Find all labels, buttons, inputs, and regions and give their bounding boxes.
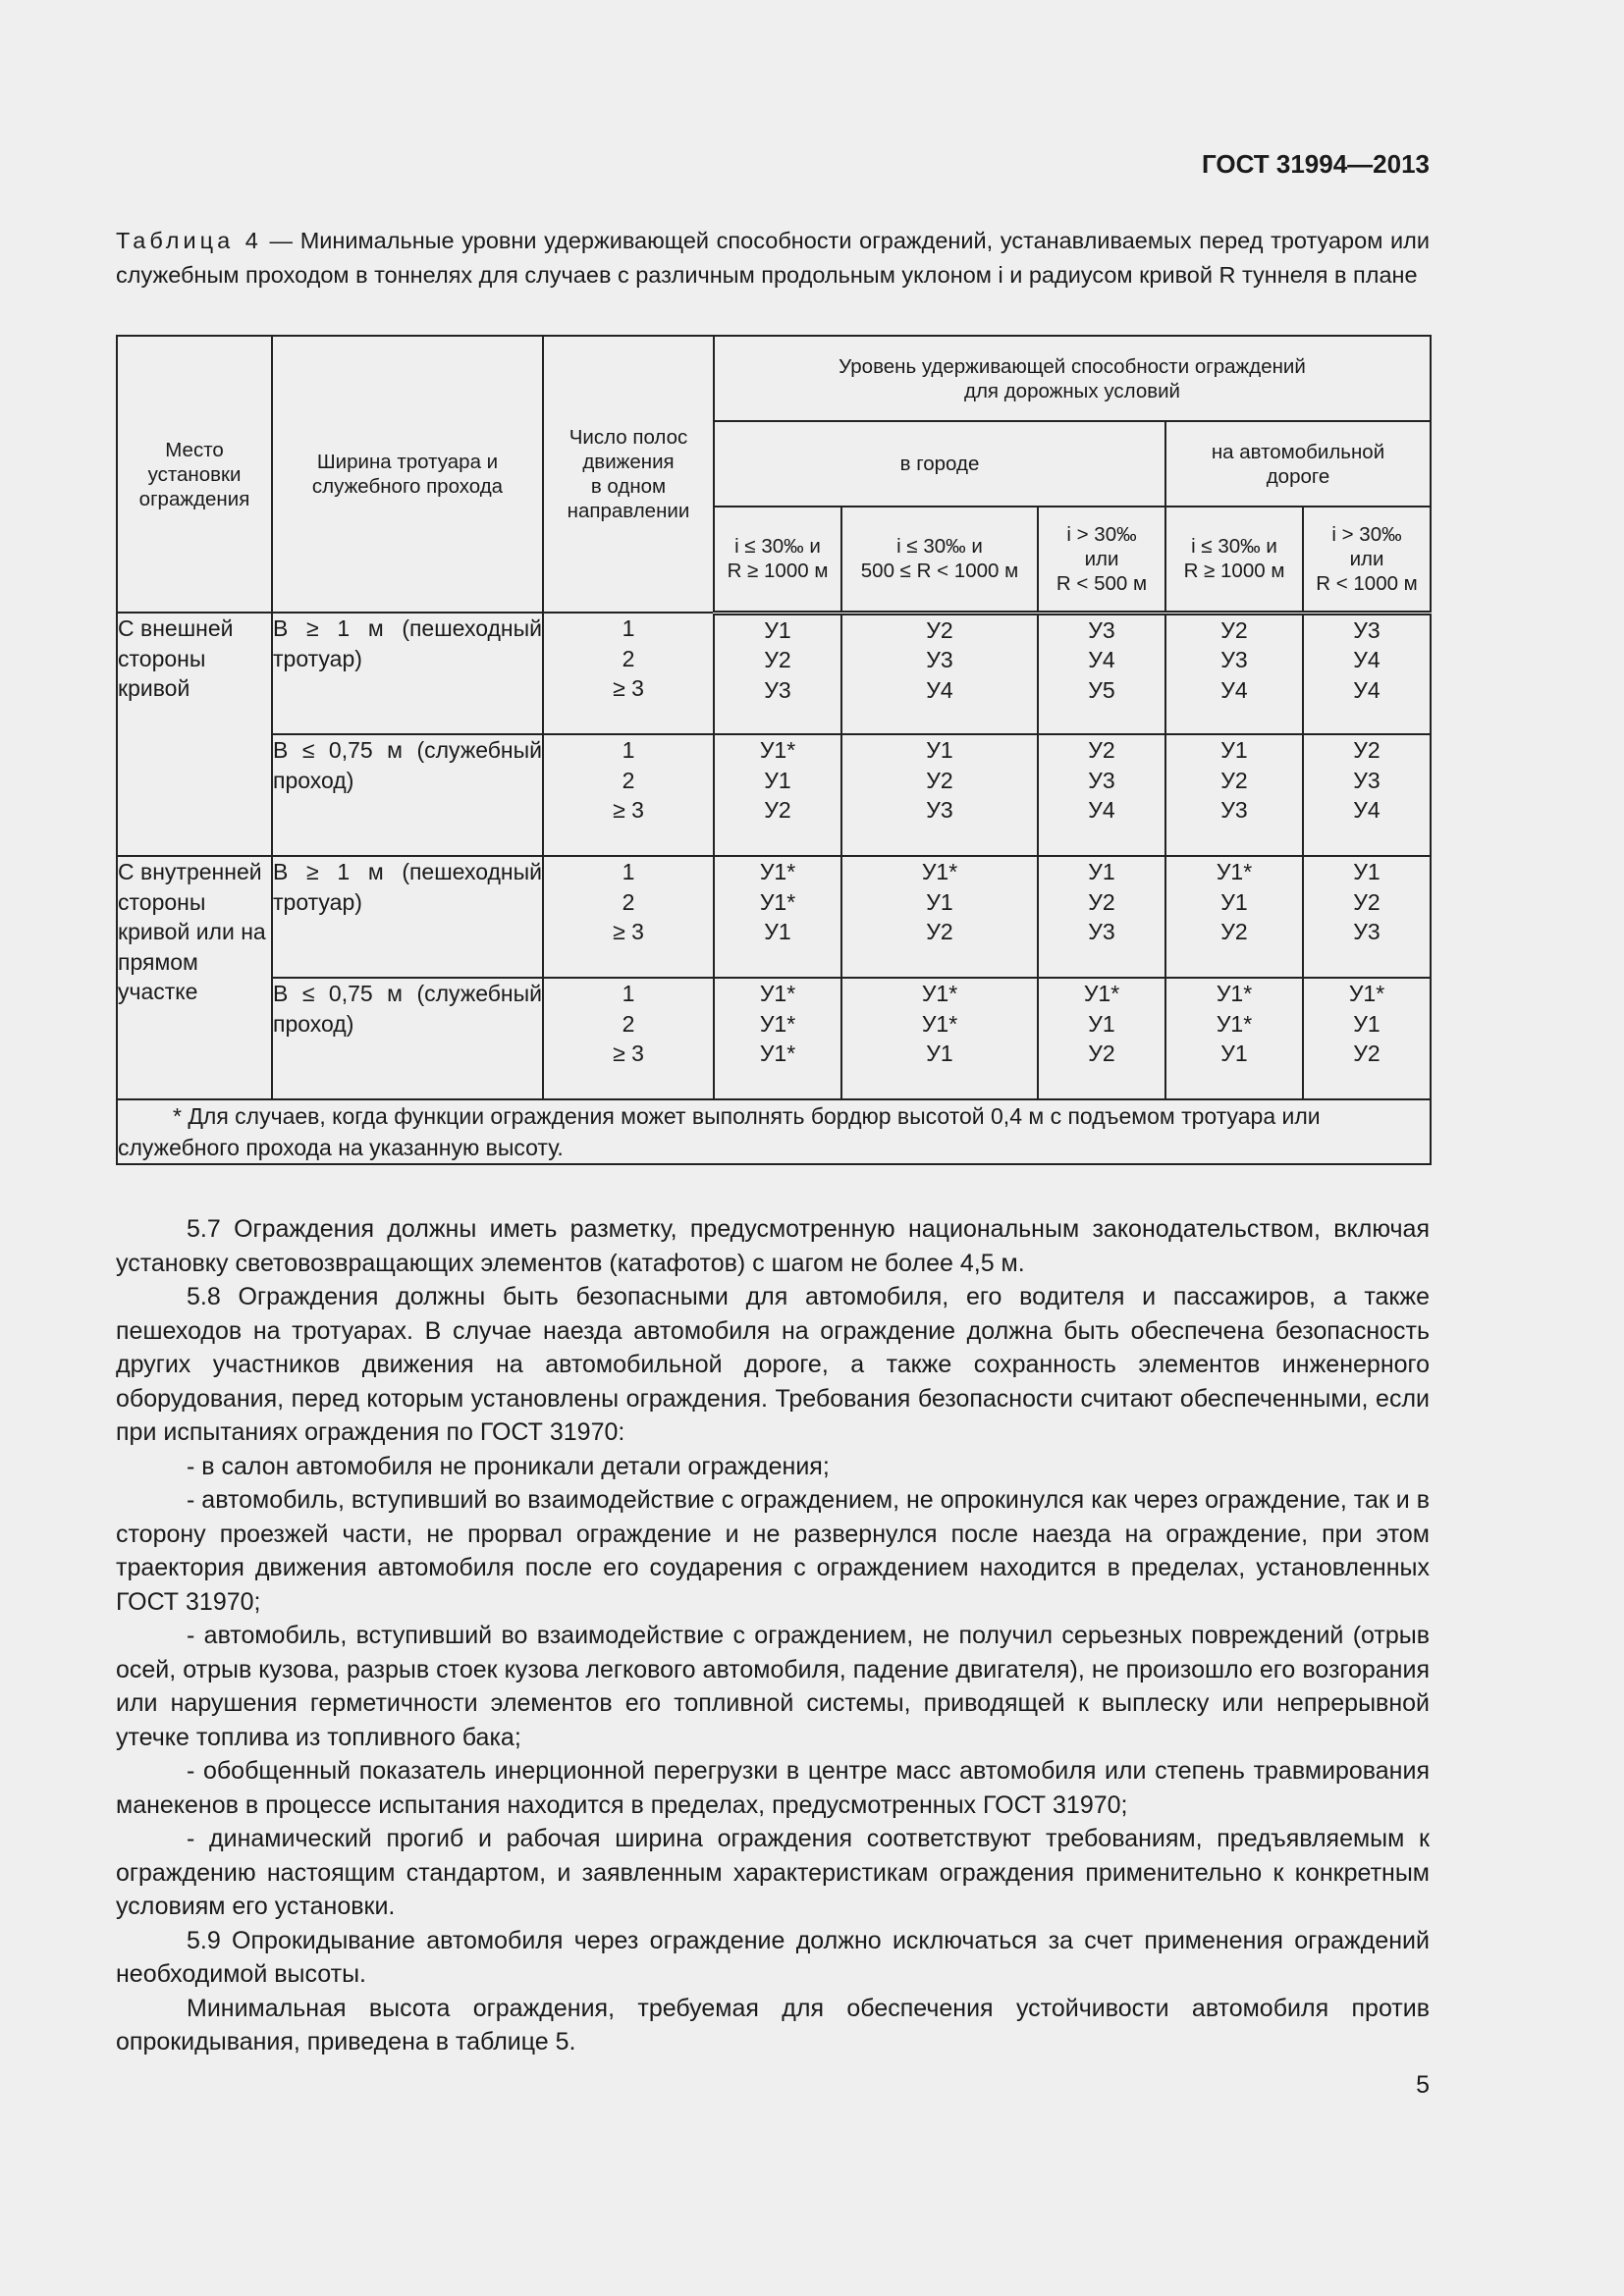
level-cell: У1* У1* У1* (714, 978, 841, 1099)
header-road: на автомобильной дороге (1165, 421, 1431, 507)
list-item: - динамический прогиб и рабочая ширина ограждения соответствуют требованиям, предъявляемым к ограждению настоящим стандартом, и заявленным характеристикам ограждения применительно к конкретным условиям его установки. (116, 1825, 1430, 1920)
lanes-cell: 1 2 ≥ 3 (543, 978, 714, 1099)
level-cell: У3 У4 У4 (1303, 613, 1431, 734)
body-text (116, 1212, 1430, 2059)
place-cell: С внутренней стороны кривой или на прямом участке (117, 856, 272, 1099)
table-row (117, 856, 1431, 978)
paragraph-5-8: 5.8 Ограждения должны быть безопасными для автомобиля, его водителя и пассажиров, а также пешеходов на тротуарах. В случае наезда автомобиля на ограждение должна быть обеспечена безопасность других участников движения на автомобильной дороге, а также сохранность элементов инженерного оборудования, перед которым установлены ограждения. Требования безопасности считают обеспеченными, если при испытаниях ограждения по ГОСТ 31970: (116, 1283, 1430, 1446)
lanes-cell: 1 2 ≥ 3 (543, 734, 714, 856)
paragraph-5-7: 5.7 Ограждения должны иметь разметку, предусмотренную национальным законодательством, включая установку световозвращающих элементов (катафотов) с шагом не более 4,5 м. (116, 1215, 1430, 1277)
list-item: - обобщенный показатель инерционной перегрузки в центре масс автомобиля или степень травмирования манекенов в процессе испытания находится в пределах, предусмотренных ГОСТ 31970; (116, 1757, 1430, 1819)
paragraph-min-height: Минимальная высота ограждения, требуемая для обеспечения устойчивости автомобиля против опрокидывания, приведена в таблице 5. (116, 1994, 1430, 2056)
width-cell: В ≥ 1 м (пешеходный тротуар) (272, 613, 543, 734)
level-cell: У1 У2 У3 (1038, 856, 1165, 978)
header-col-c2: i ≤ 30‰ и 500 ≤ R < 1000 м (841, 507, 1038, 613)
header-col-c4: i ≤ 30‰ и R ≥ 1000 м (1165, 507, 1303, 613)
level-cell: У1* У1 У2 (714, 734, 841, 856)
level-cell: У1* У1* У1 (1165, 978, 1303, 1099)
header-col-c5: i > 30‰ или R < 1000 м (1303, 507, 1431, 613)
page-number: 5 (1416, 2071, 1430, 2099)
width-cell: В ≥ 1 м (пешеходный тротуар) (272, 856, 543, 978)
list-item: - автомобиль, вступивший во взаимодействие с ограждением, не получил серьезных повреждений (отрыв осей, отрыв кузова, разрыв стоек кузова легкового автомобиля, падение двигателя), не произошло его возгорания или нарушения герметичности элементов его топливной системы, приводящей к выплеску или непрерывной утечке топлива из топливного бака; (116, 1622, 1430, 1751)
header-width: Ширина тротуара и служебного прохода (272, 336, 543, 613)
level-cell: У1 У2 У3 (1303, 856, 1431, 978)
level-cell: У1* У1* У1 (841, 978, 1038, 1099)
caption-label: Таблица 4 (116, 228, 262, 253)
table-footnote (117, 1099, 1431, 1164)
header-col-c1: i ≤ 30‰ и R ≥ 1000 м (714, 507, 841, 613)
header-level: Уровень удерживающей способности ограждений для дорожных условий (714, 336, 1431, 421)
width-cell: В ≤ 0,75 м (служебный проход) (272, 734, 543, 856)
table-row (117, 978, 1431, 1099)
standard-header: ГОСТ 31994—2013 (1202, 149, 1430, 179)
level-cell: У1* У1 У2 (1303, 978, 1431, 1099)
paragraph-5-9: 5.9 Опрокидывание автомобиля через ограждение должно исключаться за счет применения ограждений необходимой высоты. (116, 1926, 1430, 1988)
header-lanes: Число полос движения в одном направлении (543, 336, 714, 613)
place-cell: С внешней стороны кривой (117, 613, 272, 856)
list-item: - автомобиль, вступивший во взаимодействие с ограждением, не опрокинулся как через ограждение, так и в сторону проезжей части, не прорвал ограждение и не развернулся после наезда на ограждение, при этом траектория движения автомобиля после его соударения с ограждением находится в пределах, установленных ГОСТ 31970; (116, 1486, 1430, 1616)
lanes-cell: 1 2 ≥ 3 (543, 856, 714, 978)
level-cell: У1 У2 У3 (841, 734, 1038, 856)
header-place: Место установки ограждения (117, 336, 272, 613)
level-cell: У1* У1 У2 (841, 856, 1038, 978)
width-cell: В ≤ 0,75 м (служебный проход) (272, 978, 543, 1099)
level-cell: У2 У3 У4 (1303, 734, 1431, 856)
level-cell: У2 У3 У4 (1165, 613, 1303, 734)
header-col-c3: i > 30‰ или R < 500 м (1038, 507, 1165, 613)
lanes-cell: 1 2 ≥ 3 (543, 613, 714, 734)
caption-text: — Минимальные уровни удерживающей способности ограждений, устанавливаемых перед тротуаром или служебным проходом в тоннелях для случаев с различным продольным уклоном i и радиусом кривой R туннеля в плане (116, 228, 1430, 288)
barrier-levels-table (116, 335, 1432, 1165)
footnote-text: * Для случаев, когда функции ограждения может выполнять бордюр высотой 0,4 м с подъемом тротуара или служебного прохода на указанную высоту. (118, 1103, 1321, 1160)
level-cell: У1 У2 У3 (714, 613, 841, 734)
level-cell: У1* У1* У1 (714, 856, 841, 978)
table-row (117, 613, 1431, 734)
table-caption (116, 224, 1430, 293)
level-cell: У1* У1 У2 (1038, 978, 1165, 1099)
level-cell: У2 У3 У4 (841, 613, 1038, 734)
level-cell: У1* У1 У2 (1165, 856, 1303, 978)
table-row (117, 734, 1431, 856)
level-cell: У1 У2 У3 (1165, 734, 1303, 856)
header-city: в городе (714, 421, 1165, 507)
level-cell: У2 У3 У4 (1038, 734, 1165, 856)
list-item: - в салон автомобиля не проникали детали ограждения; (187, 1452, 830, 1480)
level-cell: У3 У4 У5 (1038, 613, 1165, 734)
